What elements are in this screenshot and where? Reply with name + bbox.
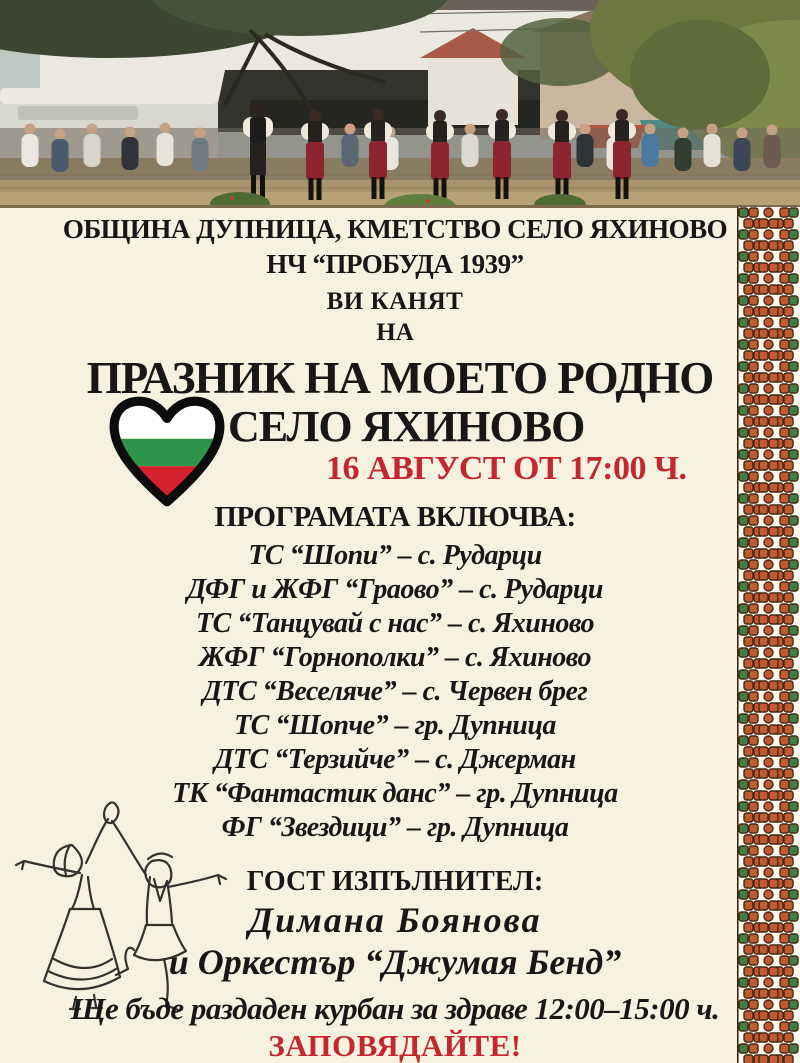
guest-band: и Оркестър “Джумая Бенд” <box>168 942 622 982</box>
program-item: ДТС “Терзийче” – с. Джерман <box>214 744 576 775</box>
event-title-line-2: СЕЛО ЯХИНОВО <box>228 402 585 451</box>
program-item: ТС “Шопче” – гр. Дупница <box>234 710 556 741</box>
organizer-line-2: НЧ “ПРОБУДА 1939” <box>266 249 524 279</box>
program-item: ФГ “Звездици” – гр. Дупница <box>221 812 569 843</box>
organizer-line-1: ОБЩИНА ДУПНИЦА, КМЕТСТВО СЕЛО ЯХИНОВО <box>62 214 728 244</box>
program-heading: ПРОГРАМАТА ВКЛЮЧВА: <box>214 501 576 533</box>
program-item: ТС “Шопи” – с. Рударци <box>248 540 542 571</box>
bulgarian-flag-heart-icon <box>106 396 228 510</box>
program-item: ЖФГ “Горнополки” – с. Яхиново <box>199 642 591 673</box>
program-item: ТК “Фантастик данс” – гр. Дупница <box>172 778 618 809</box>
invite-line-2: НА <box>376 319 414 346</box>
guest-heading: ГОСТ ИЗПЪЛНИТЕЛ: <box>246 866 544 897</box>
invite-line-1: ВИ КАНЯТ <box>326 288 464 315</box>
festival-photo-scene <box>0 0 800 208</box>
guest-name: Димана Боянова <box>248 900 542 940</box>
event-title-line-1: ПРАЗНИК НА МОЕТО РОДНО <box>86 353 714 403</box>
festival-photo <box>0 0 800 208</box>
program-item: ДТС “Веселяче” – с. Червен брег <box>202 676 588 707</box>
closing-line: ЗАПОВЯДАЙТЕ! <box>268 1028 522 1063</box>
program-item: ТС “Танцувай с нас” – с. Яхиново <box>195 608 595 639</box>
folk-dancers-illustration <box>6 783 238 1011</box>
event-datetime: 16 АВГУСТ ОТ 17:00 Ч. <box>326 450 687 487</box>
program-item: ДФГ и ЖФГ “Граово” – с. Рударци <box>187 574 603 605</box>
kurban-line: Ще бъде раздаден курбан за здраве 12:00–15:00 ч. <box>70 991 720 1026</box>
